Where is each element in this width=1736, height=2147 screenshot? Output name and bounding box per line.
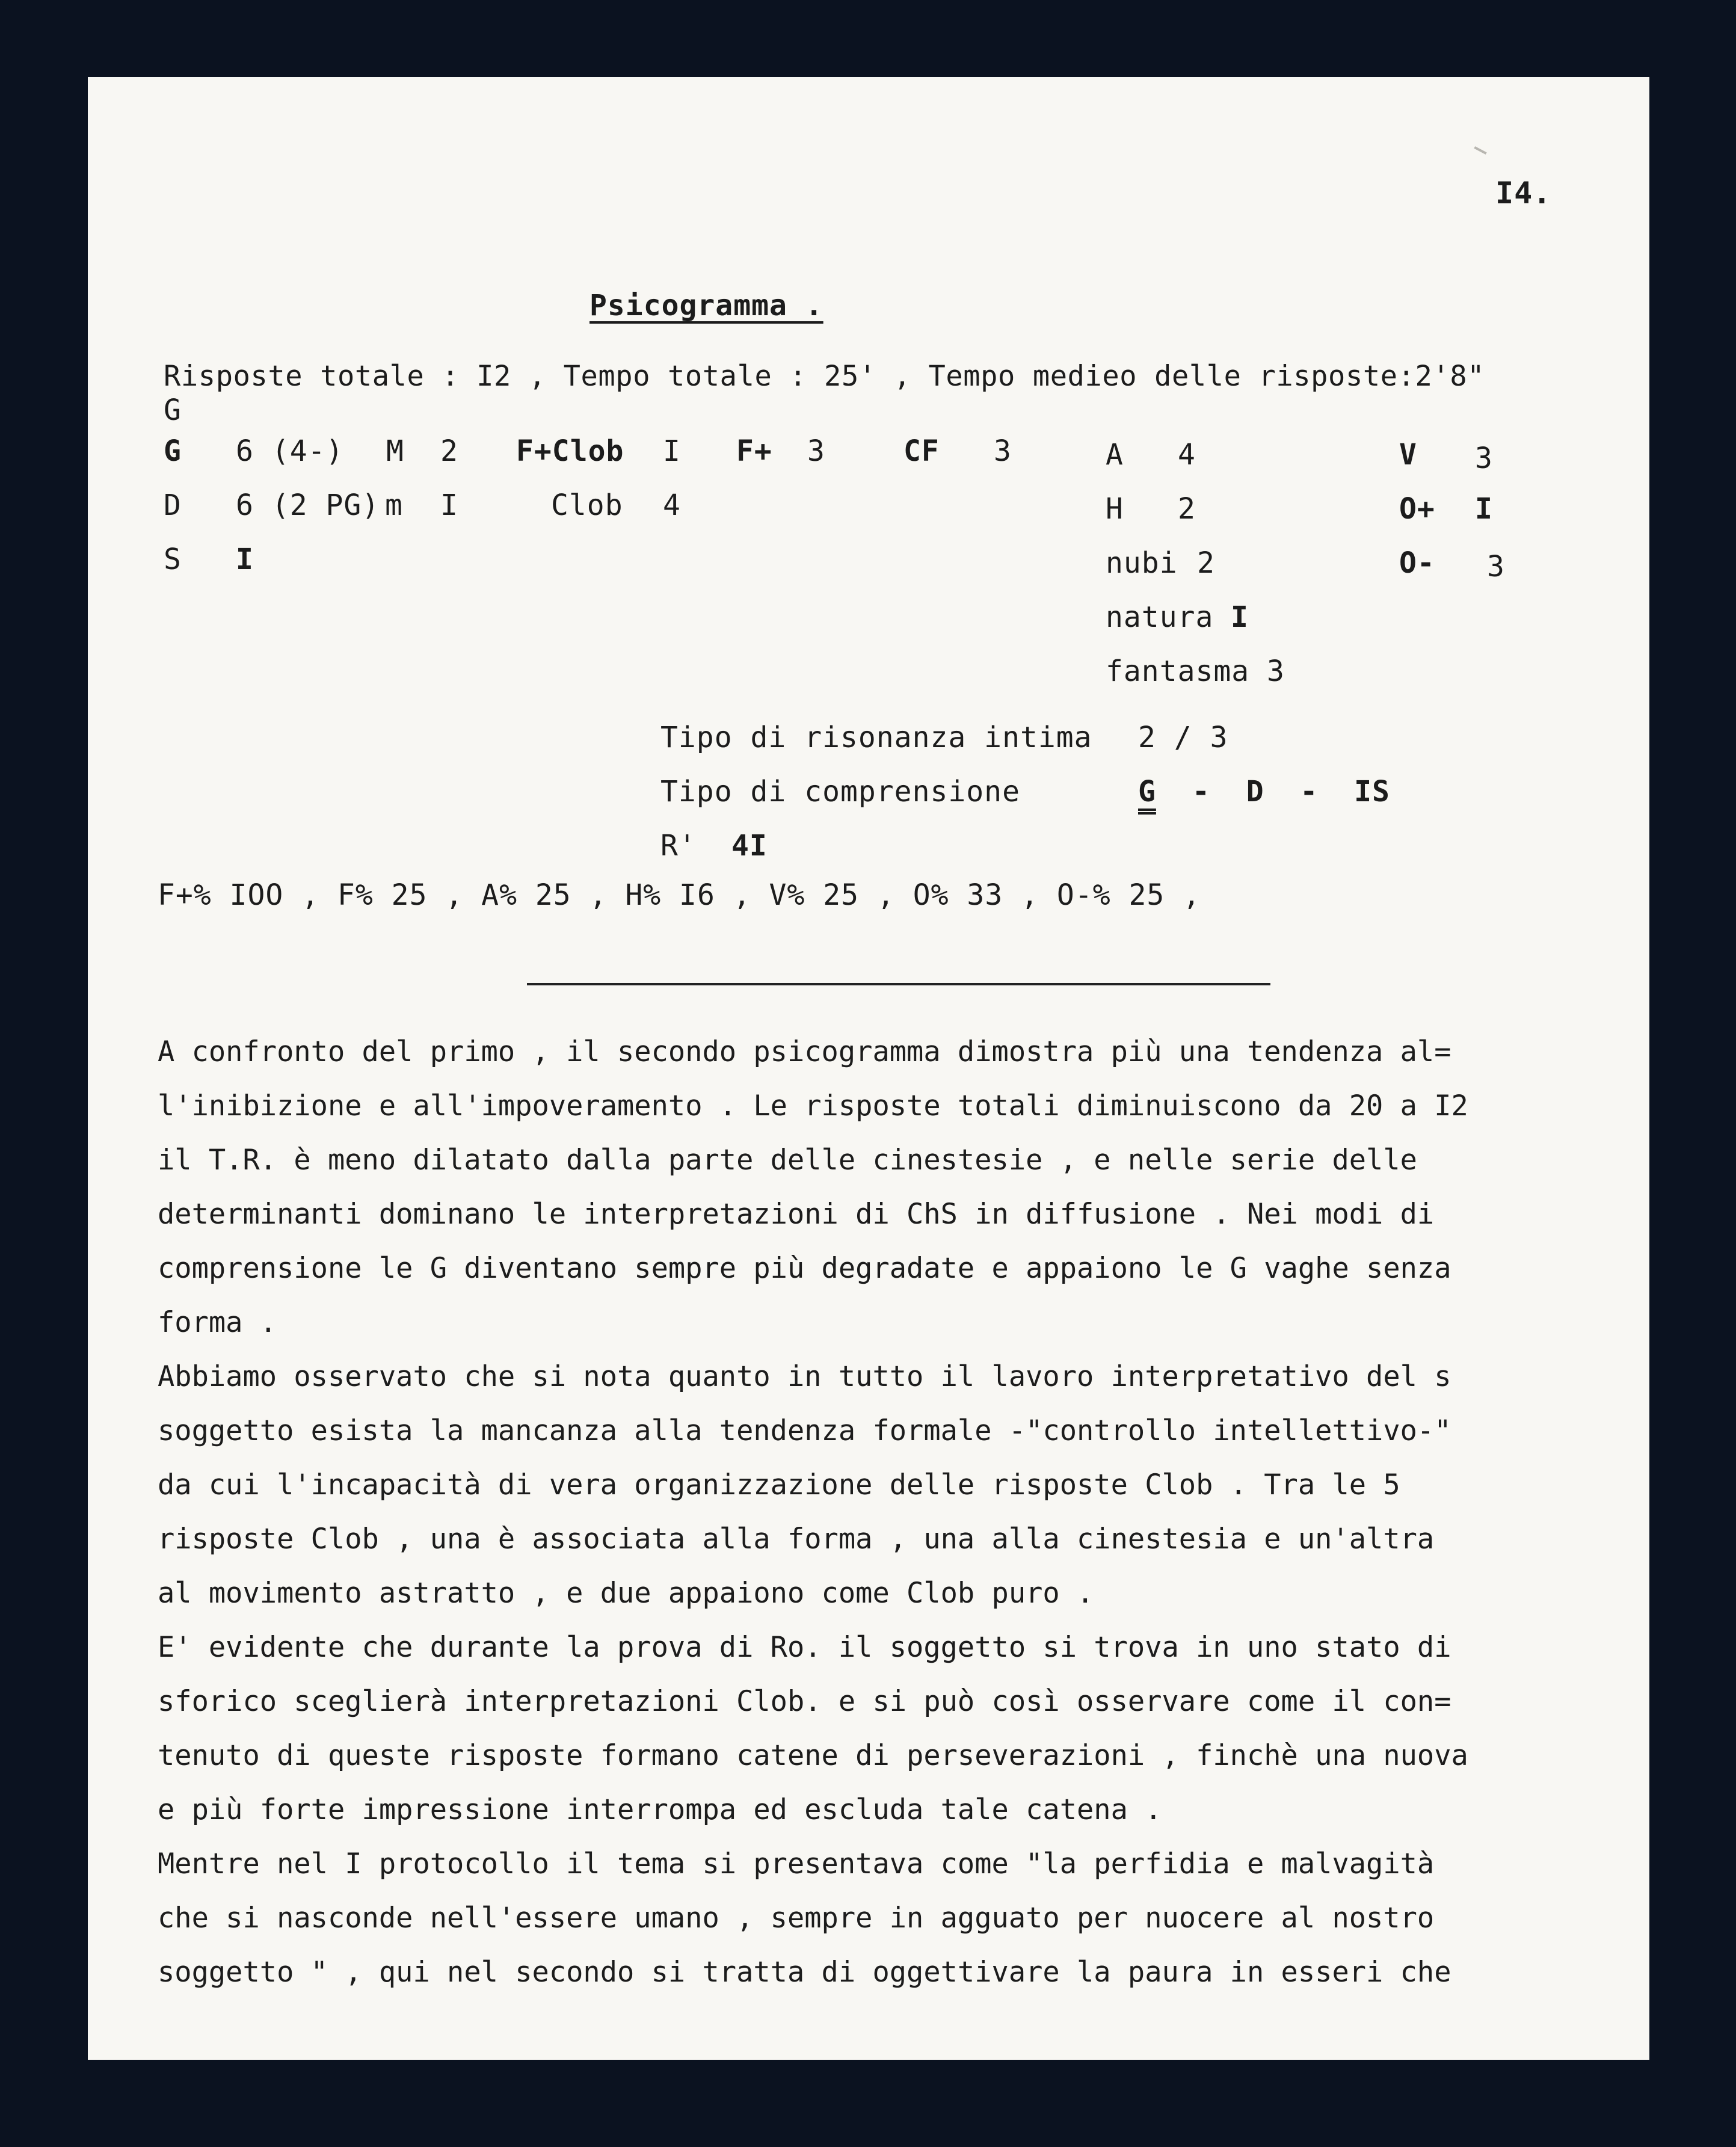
content-nubi-label: nubi xyxy=(1106,546,1178,580)
content-natura-value: I xyxy=(1231,600,1249,634)
body-line: il T.R. è meno dilatato dalla parte delle cinestesie , e nelle serie delle xyxy=(158,1144,1417,1177)
det-small-m-value: I xyxy=(440,488,458,522)
body-line: l'inibizione e all'impoveramento . Le risposte totali diminuiscono da 20 a I2 xyxy=(158,1089,1468,1123)
vo-v-value: 3 xyxy=(1475,442,1493,475)
body-line: e più forte impressione interrompa ed escluda tale catena . xyxy=(158,1793,1162,1826)
vo-ominus-value: 3 xyxy=(1487,550,1505,584)
r-label: R' xyxy=(660,829,697,863)
separator-rule xyxy=(527,983,1270,985)
clob-label: Clob xyxy=(551,488,623,522)
typed-page xyxy=(88,77,1649,2060)
body-line: comprensione le G diventano sempre più degradate e appaiono le G vaghe senza xyxy=(158,1252,1451,1285)
loc-d-value: 6 (2 PG) xyxy=(236,488,380,522)
section-title: Psicogramma . xyxy=(589,289,823,322)
body-line: che si nasconde nell'essere umano , sempre in agguato per nuocere al nostro xyxy=(158,1902,1435,1935)
cf-label: CF xyxy=(903,434,940,468)
body-line: Mentre nel I protocollo il tema si presentava come "la perfidia e malvagità xyxy=(158,1847,1435,1881)
det-small-m-label: m xyxy=(385,488,403,522)
clob-value: 4 xyxy=(663,488,681,522)
fclob-label: F+Clob xyxy=(516,434,624,468)
content-a-value: 4 xyxy=(1178,438,1196,472)
content-fantasma-value: 3 xyxy=(1267,655,1285,688)
body-line: da cui l'incapacità di vera organizzazione delle risposte Clob . Tra le 5 xyxy=(158,1468,1400,1502)
fplus-value: 3 xyxy=(807,434,825,468)
body-line: forma . xyxy=(158,1306,277,1339)
risonanza-value: 2 / 3 xyxy=(1138,721,1228,754)
fclob-value: I xyxy=(663,434,681,468)
page-number: I4. xyxy=(1495,176,1552,211)
body-text xyxy=(158,1025,1613,2000)
comprensione-g: G xyxy=(1138,775,1156,809)
body-line: determinanti dominano le interpretazioni di ChS in diffusione . Nei modi di xyxy=(158,1198,1435,1231)
content-h-label: H xyxy=(1106,492,1124,526)
cf-value: 3 xyxy=(994,434,1012,468)
vo-oplus-value: I xyxy=(1475,492,1493,526)
content-a-label: A xyxy=(1106,438,1124,472)
loc-g-label: G xyxy=(164,434,182,468)
content-fantasma-label: fantasma xyxy=(1106,655,1250,688)
loc-g-label: G xyxy=(164,393,182,427)
body-line: sforico sceglierà interpretazioni Clob. e si può così osservare come il con= xyxy=(158,1685,1451,1718)
comprensione-label: Tipo di comprensione xyxy=(660,775,1020,809)
vo-oplus-label: O+ xyxy=(1399,492,1435,526)
det-m-label: M xyxy=(386,434,404,468)
vo-ominus-label: O- xyxy=(1399,546,1435,580)
body-line: soggetto " , qui nel secondo si tratta di oggettivare la paura in esseri che xyxy=(158,1956,1451,1989)
percentages-line: F+% IOO , F% 25 , A% 25 , H% I6 , V% 25 , O% 33 , O-% 25 , xyxy=(158,878,1201,912)
body-line: A confronto del primo , il secondo psicogramma dimostra più una tendenza al= xyxy=(158,1035,1451,1068)
body-line: al movimento astratto , e due appaiono come Clob puro . xyxy=(158,1577,1094,1610)
det-m-value: 2 xyxy=(440,434,458,468)
vo-v-label: V xyxy=(1399,438,1417,472)
fplus-label: F+ xyxy=(736,434,772,468)
body-line: Abbiamo osservato che si nota quanto in tutto il lavoro interpretativo del s xyxy=(158,1360,1451,1393)
body-line: E' evidente che durante la prova di Ro. il soggetto si trova in uno stato di xyxy=(158,1631,1451,1664)
loc-s-label: S xyxy=(164,543,182,576)
comprensione-rest: - D - IS xyxy=(1192,775,1390,809)
r-value: 4I xyxy=(731,829,768,863)
body-line: tenuto di queste risposte formano catene di perseverazioni , finchè una nuova xyxy=(158,1739,1468,1772)
risonanza-label: Tipo di risonanza intima xyxy=(660,721,1092,754)
body-line: risposte Clob , una è associata alla forma , una alla cinestesia e un'altra xyxy=(158,1523,1435,1556)
loc-s-value: I xyxy=(236,543,254,576)
body-line: soggetto esista la mancanza alla tendenza formale -"controllo intellettivo-" xyxy=(158,1414,1451,1447)
loc-d-label: D xyxy=(164,488,182,522)
summary-line: Risposte totale : I2 , Tempo totale : 25' , Tempo medieo delle risposte:2'8" xyxy=(164,360,1485,393)
loc-g-value: 6 (4-) xyxy=(236,434,344,468)
content-h-value: 2 xyxy=(1178,492,1196,526)
content-nubi-value: 2 xyxy=(1197,546,1215,580)
paper-mark xyxy=(1474,146,1486,155)
content-natura-label: natura xyxy=(1106,600,1214,634)
